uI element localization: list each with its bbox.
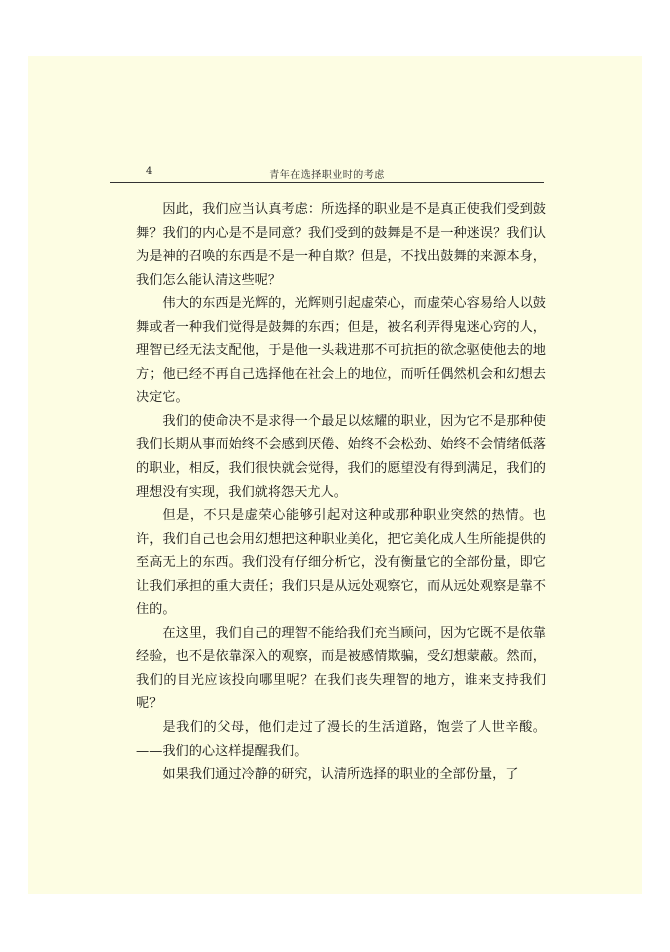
page-number: 4 [146,166,153,177]
paragraph: 我们的使命决不是求得一个最足以炫耀的职业，因为它不是那种使我们长期从事而始终不会感到厌倦、始终不会松劲、始终不会情绪低落的职业，相反，我们很快就会觉得，我们的愿望没有得到满足，我们的理想没有实现，我们就将怨天尤人。 [136,413,546,500]
page-header [110,160,544,183]
body-text [136,198,546,787]
paragraph: 但是，不只是虚荣心能够引起对这种或那种职业突然的热情。也许，我们自己也会用幻想把这种职业美化，把它美化成人生所能提供的至高无上的东西。我们没有仔细分析它，没有衡量它的全部份量，即它让我们承担的重大责任；我们只是从远处观察它，而从远处观察是靠不住的。 [136,508,546,618]
paragraph: 因此，我们应当认真考虑：所选择的职业是不是真正使我们受到鼓舞？我们的内心是不是同意？我们受到的鼓舞是不是一种迷误？我们认为是神的召唤的东西是不是一种自欺？但是，不找出鼓舞的来源本身，我们怎么能认清这些呢？ [136,202,546,288]
running-title: 青年在选择职业时的考虑 [269,170,385,181]
paragraph: 伟大的东西是光辉的，光辉则引起虚荣心，而虚荣心容易给人以鼓舞或者一种我们觉得是鼓舞的东西；但是，被名利弄得鬼迷心窍的人，理智已经无法支配他，于是他一头栽进那不可抗拒的欲念驱使他去的地方；他已经不再自己选择他在社会上的地位，而听任偶然机会和幻想去决定它。 [136,296,546,406]
paragraph: 在这里，我们自己的理智不能给我们充当顾问，因为它既不是依靠经验，也不是依靠深入的观察，而是被感情欺骗，受幻想蒙蔽。然而，我们的目光应该投向哪里呢？在我们丧失理智的地方，谁来支持我们呢？ [136,625,546,712]
paragraph: 如果我们通过冷静的研究，认清所选择的职业的全部份量，了 [162,767,519,783]
paragraph: 是我们的父母，他们走过了漫长的生活道路，饱尝了人世辛酸。——我们的心这样提醒我们。 [136,720,546,759]
